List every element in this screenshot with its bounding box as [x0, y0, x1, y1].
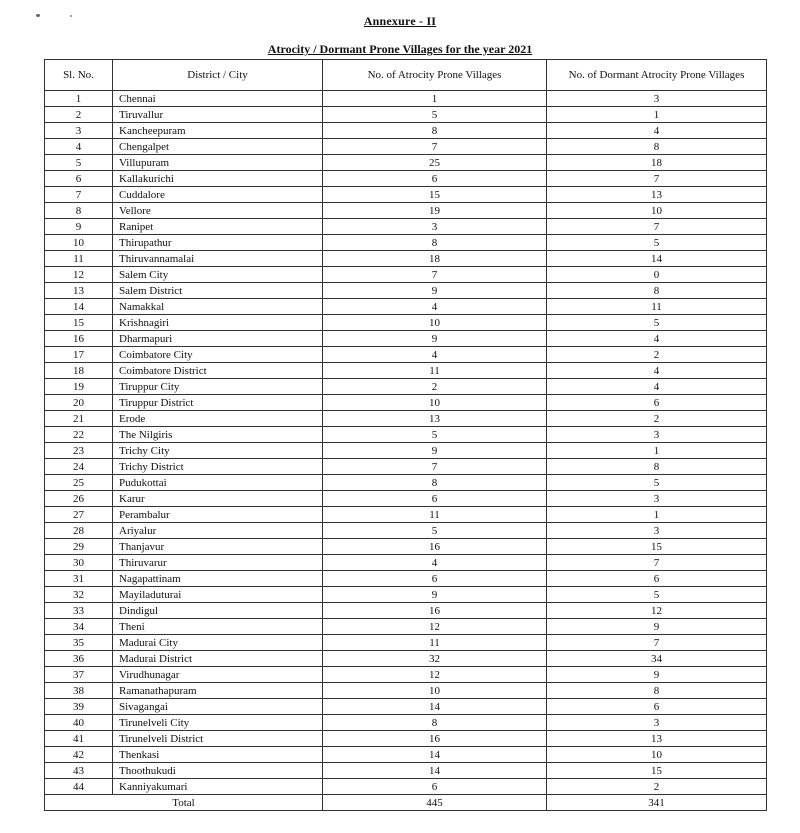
cell-sl-no: 35 [45, 635, 113, 651]
cell-sl-no: 28 [45, 523, 113, 539]
cell-sl-no: 16 [45, 331, 113, 347]
cell-sl-no: 23 [45, 443, 113, 459]
table-row [45, 187, 767, 203]
cell-sl-no: 8 [45, 203, 113, 219]
cell-district: Kanniyakumari [113, 779, 323, 795]
cell-sl-no: 2 [45, 107, 113, 123]
cell-sl-no: 19 [45, 379, 113, 395]
table-row [45, 507, 767, 523]
cell-district: Trichy District [113, 459, 323, 475]
cell-dormant-count: 1 [547, 443, 767, 459]
table-row [45, 379, 767, 395]
cell-dormant-count: 10 [547, 203, 767, 219]
table-row [45, 139, 767, 155]
cell-dormant-count: 13 [547, 187, 767, 203]
cell-dormant-count: 3 [547, 523, 767, 539]
cell-atrocity-count: 10 [323, 315, 547, 331]
cell-district: Salem District [113, 283, 323, 299]
table-row [45, 779, 767, 795]
table-body [45, 91, 767, 795]
cell-district: Theni [113, 619, 323, 635]
cell-district: Ranipet [113, 219, 323, 235]
cell-dormant-count: 1 [547, 107, 767, 123]
cell-sl-no: 22 [45, 427, 113, 443]
cell-atrocity-count: 14 [323, 747, 547, 763]
cell-sl-no: 33 [45, 603, 113, 619]
cell-dormant-count: 8 [547, 283, 767, 299]
table-row [45, 91, 767, 107]
cell-atrocity-count: 13 [323, 411, 547, 427]
cell-atrocity-count: 7 [323, 459, 547, 475]
cell-district: Dindigul [113, 603, 323, 619]
table-header-row [45, 60, 767, 91]
table-row [45, 251, 767, 267]
table-row [45, 363, 767, 379]
cell-atrocity-count: 5 [323, 107, 547, 123]
column-header-district: District / City [113, 60, 323, 91]
cell-district: Thirupathur [113, 235, 323, 251]
cell-district: Ramanathapuram [113, 683, 323, 699]
cell-district: Kallakurichi [113, 171, 323, 187]
cell-atrocity-count: 16 [323, 603, 547, 619]
cell-district: Pudukottai [113, 475, 323, 491]
cell-district: Dharmapuri [113, 331, 323, 347]
cell-dormant-count: 8 [547, 683, 767, 699]
cell-atrocity-count: 16 [323, 731, 547, 747]
cell-dormant-count: 4 [547, 123, 767, 139]
cell-dormant-count: 4 [547, 379, 767, 395]
cell-atrocity-count: 15 [323, 187, 547, 203]
cell-district: Karur [113, 491, 323, 507]
cell-sl-no: 14 [45, 299, 113, 315]
table-row [45, 683, 767, 699]
cell-dormant-count: 3 [547, 715, 767, 731]
cell-atrocity-count: 8 [323, 123, 547, 139]
cell-district: Sivagangai [113, 699, 323, 715]
cell-district: Tiruvallur [113, 107, 323, 123]
cell-atrocity-count: 10 [323, 683, 547, 699]
cell-sl-no: 21 [45, 411, 113, 427]
table-row [45, 459, 767, 475]
cell-atrocity-count: 14 [323, 763, 547, 779]
cell-atrocity-count: 12 [323, 619, 547, 635]
cell-sl-no: 4 [45, 139, 113, 155]
cell-district: Virudhunagar [113, 667, 323, 683]
cell-district: Coimbatore District [113, 363, 323, 379]
cell-dormant-count: 6 [547, 571, 767, 587]
cell-district: Vellore [113, 203, 323, 219]
cell-atrocity-count: 6 [323, 171, 547, 187]
cell-dormant-count: 4 [547, 363, 767, 379]
cell-sl-no: 15 [45, 315, 113, 331]
cell-sl-no: 36 [45, 651, 113, 667]
cell-sl-no: 18 [45, 363, 113, 379]
cell-dormant-count: 6 [547, 395, 767, 411]
cell-sl-no: 43 [45, 763, 113, 779]
table-row [45, 219, 767, 235]
cell-sl-no: 44 [45, 779, 113, 795]
cell-sl-no: 12 [45, 267, 113, 283]
cell-district: Perambalur [113, 507, 323, 523]
cell-atrocity-count: 1 [323, 91, 547, 107]
cell-district: Nagapattinam [113, 571, 323, 587]
cell-dormant-count: 3 [547, 427, 767, 443]
cell-district: Tirunelveli District [113, 731, 323, 747]
cell-atrocity-count: 8 [323, 715, 547, 731]
cell-atrocity-count: 10 [323, 395, 547, 411]
cell-dormant-count: 2 [547, 347, 767, 363]
cell-sl-no: 30 [45, 555, 113, 571]
cell-sl-no: 24 [45, 459, 113, 475]
cell-atrocity-count: 11 [323, 363, 547, 379]
cell-sl-no: 20 [45, 395, 113, 411]
cell-sl-no: 1 [45, 91, 113, 107]
cell-atrocity-count: 11 [323, 507, 547, 523]
cell-sl-no: 9 [45, 219, 113, 235]
cell-sl-no: 27 [45, 507, 113, 523]
cell-dormant-count: 4 [547, 331, 767, 347]
cell-dormant-count: 3 [547, 491, 767, 507]
cell-dormant-count: 8 [547, 139, 767, 155]
cell-atrocity-count: 7 [323, 267, 547, 283]
cell-sl-no: 31 [45, 571, 113, 587]
cell-dormant-count: 3 [547, 91, 767, 107]
cell-atrocity-count: 9 [323, 587, 547, 603]
cell-district: Thoothukudi [113, 763, 323, 779]
cell-dormant-count: 7 [547, 635, 767, 651]
cell-atrocity-count: 8 [323, 475, 547, 491]
column-header-dormant-prone: No. of Dormant Atrocity Prone Villages [547, 60, 767, 91]
cell-sl-no: 32 [45, 587, 113, 603]
table-row [45, 155, 767, 171]
table-row [45, 475, 767, 491]
cell-dormant-count: 8 [547, 459, 767, 475]
cell-dormant-count: 15 [547, 539, 767, 555]
cell-dormant-count: 6 [547, 699, 767, 715]
cell-district: Thiruvannamalai [113, 251, 323, 267]
cell-atrocity-count: 25 [323, 155, 547, 171]
table-row [45, 203, 767, 219]
cell-atrocity-count: 4 [323, 555, 547, 571]
total-dormant: 341 [547, 795, 767, 811]
column-header-atrocity-prone: No. of Atrocity Prone Villages [323, 60, 547, 91]
table-row [45, 347, 767, 363]
total-label: Total [45, 795, 323, 811]
villages-table [44, 59, 767, 811]
cell-district: Trichy City [113, 443, 323, 459]
cell-district: Thanjavur [113, 539, 323, 555]
cell-dormant-count: 15 [547, 763, 767, 779]
cell-sl-no: 26 [45, 491, 113, 507]
cell-sl-no: 25 [45, 475, 113, 491]
cell-dormant-count: 2 [547, 779, 767, 795]
cell-atrocity-count: 9 [323, 331, 547, 347]
table-row [45, 667, 767, 683]
cell-sl-no: 39 [45, 699, 113, 715]
cell-dormant-count: 10 [547, 747, 767, 763]
total-atrocity: 445 [323, 795, 547, 811]
cell-district: Thiruvarur [113, 555, 323, 571]
cell-dormant-count: 7 [547, 555, 767, 571]
cell-dormant-count: 11 [547, 299, 767, 315]
table-row [45, 715, 767, 731]
cell-district: The Nilgiris [113, 427, 323, 443]
table-row [45, 491, 767, 507]
table-row [45, 699, 767, 715]
cell-atrocity-count: 32 [323, 651, 547, 667]
cell-sl-no: 11 [45, 251, 113, 267]
cell-dormant-count: 12 [547, 603, 767, 619]
cell-district: Salem City [113, 267, 323, 283]
cell-dormant-count: 13 [547, 731, 767, 747]
table-row [45, 651, 767, 667]
cell-sl-no: 37 [45, 667, 113, 683]
cell-district: Coimbatore City [113, 347, 323, 363]
document-title: Atrocity / Dormant Prone Villages for the year 2021 [267, 42, 533, 56]
table-row [45, 315, 767, 331]
table-total-row [45, 795, 767, 811]
cell-dormant-count: 18 [547, 155, 767, 171]
cell-district: Madurai District [113, 651, 323, 667]
cell-sl-no: 38 [45, 683, 113, 699]
cell-atrocity-count: 4 [323, 299, 547, 315]
table-row [45, 331, 767, 347]
cell-sl-no: 29 [45, 539, 113, 555]
table-row [45, 619, 767, 635]
cell-sl-no: 3 [45, 123, 113, 139]
cell-atrocity-count: 7 [323, 139, 547, 155]
cell-sl-no: 40 [45, 715, 113, 731]
table-row [45, 427, 767, 443]
cell-atrocity-count: 19 [323, 203, 547, 219]
table-row [45, 539, 767, 555]
cell-dormant-count: 0 [547, 267, 767, 283]
table-row [45, 571, 767, 587]
cell-atrocity-count: 5 [323, 427, 547, 443]
cell-dormant-count: 1 [547, 507, 767, 523]
cell-sl-no: 17 [45, 347, 113, 363]
cell-atrocity-count: 18 [323, 251, 547, 267]
cell-dormant-count: 9 [547, 619, 767, 635]
table-row [45, 747, 767, 763]
cell-sl-no: 41 [45, 731, 113, 747]
cell-district: Erode [113, 411, 323, 427]
table-row [45, 523, 767, 539]
cell-atrocity-count: 14 [323, 699, 547, 715]
cell-district: Ariyalur [113, 523, 323, 539]
cell-dormant-count: 7 [547, 219, 767, 235]
cell-district: Chengalpet [113, 139, 323, 155]
cell-district: Villupuram [113, 155, 323, 171]
cell-dormant-count: 14 [547, 251, 767, 267]
table-row [45, 731, 767, 747]
table-row [45, 411, 767, 427]
cell-district: Krishnagiri [113, 315, 323, 331]
annexure-heading: Annexure - II [363, 14, 437, 28]
table-row [45, 123, 767, 139]
cell-sl-no: 10 [45, 235, 113, 251]
cell-dormant-count: 34 [547, 651, 767, 667]
table-row [45, 635, 767, 651]
cell-atrocity-count: 9 [323, 443, 547, 459]
cell-sl-no: 7 [45, 187, 113, 203]
table-row [45, 299, 767, 315]
cell-atrocity-count: 6 [323, 571, 547, 587]
table-row [45, 443, 767, 459]
table-row [45, 603, 767, 619]
cell-district: Namakkal [113, 299, 323, 315]
table-row [45, 763, 767, 779]
table-row [45, 395, 767, 411]
cell-atrocity-count: 6 [323, 779, 547, 795]
table-row [45, 555, 767, 571]
cell-atrocity-count: 2 [323, 379, 547, 395]
cell-dormant-count: 5 [547, 235, 767, 251]
cell-atrocity-count: 8 [323, 235, 547, 251]
cell-atrocity-count: 6 [323, 491, 547, 507]
cell-sl-no: 5 [45, 155, 113, 171]
table-row [45, 171, 767, 187]
cell-atrocity-count: 11 [323, 635, 547, 651]
table-row [45, 107, 767, 123]
cell-sl-no: 6 [45, 171, 113, 187]
cell-dormant-count: 7 [547, 171, 767, 187]
cell-district: Tirunelveli City [113, 715, 323, 731]
cell-sl-no: 13 [45, 283, 113, 299]
column-header-sl-no: Sl. No. [45, 60, 113, 91]
cell-district: Thenkasi [113, 747, 323, 763]
cell-atrocity-count: 4 [323, 347, 547, 363]
table-row [45, 267, 767, 283]
cell-dormant-count: 2 [547, 411, 767, 427]
cell-dormant-count: 5 [547, 315, 767, 331]
cell-dormant-count: 5 [547, 587, 767, 603]
table-row [45, 235, 767, 251]
table-row [45, 283, 767, 299]
cell-district: Chennai [113, 91, 323, 107]
cell-atrocity-count: 9 [323, 283, 547, 299]
cell-district: Tiruppur City [113, 379, 323, 395]
cell-sl-no: 34 [45, 619, 113, 635]
cell-atrocity-count: 3 [323, 219, 547, 235]
table-row [45, 587, 767, 603]
cell-dormant-count: 9 [547, 667, 767, 683]
cell-dormant-count: 5 [547, 475, 767, 491]
cell-atrocity-count: 5 [323, 523, 547, 539]
cell-district: Madurai City [113, 635, 323, 651]
cell-sl-no: 42 [45, 747, 113, 763]
cell-district: Mayiladuturai [113, 587, 323, 603]
cell-district: Cuddalore [113, 187, 323, 203]
cell-atrocity-count: 16 [323, 539, 547, 555]
cell-district: Tiruppur District [113, 395, 323, 411]
cell-atrocity-count: 12 [323, 667, 547, 683]
cell-district: Kancheepuram [113, 123, 323, 139]
